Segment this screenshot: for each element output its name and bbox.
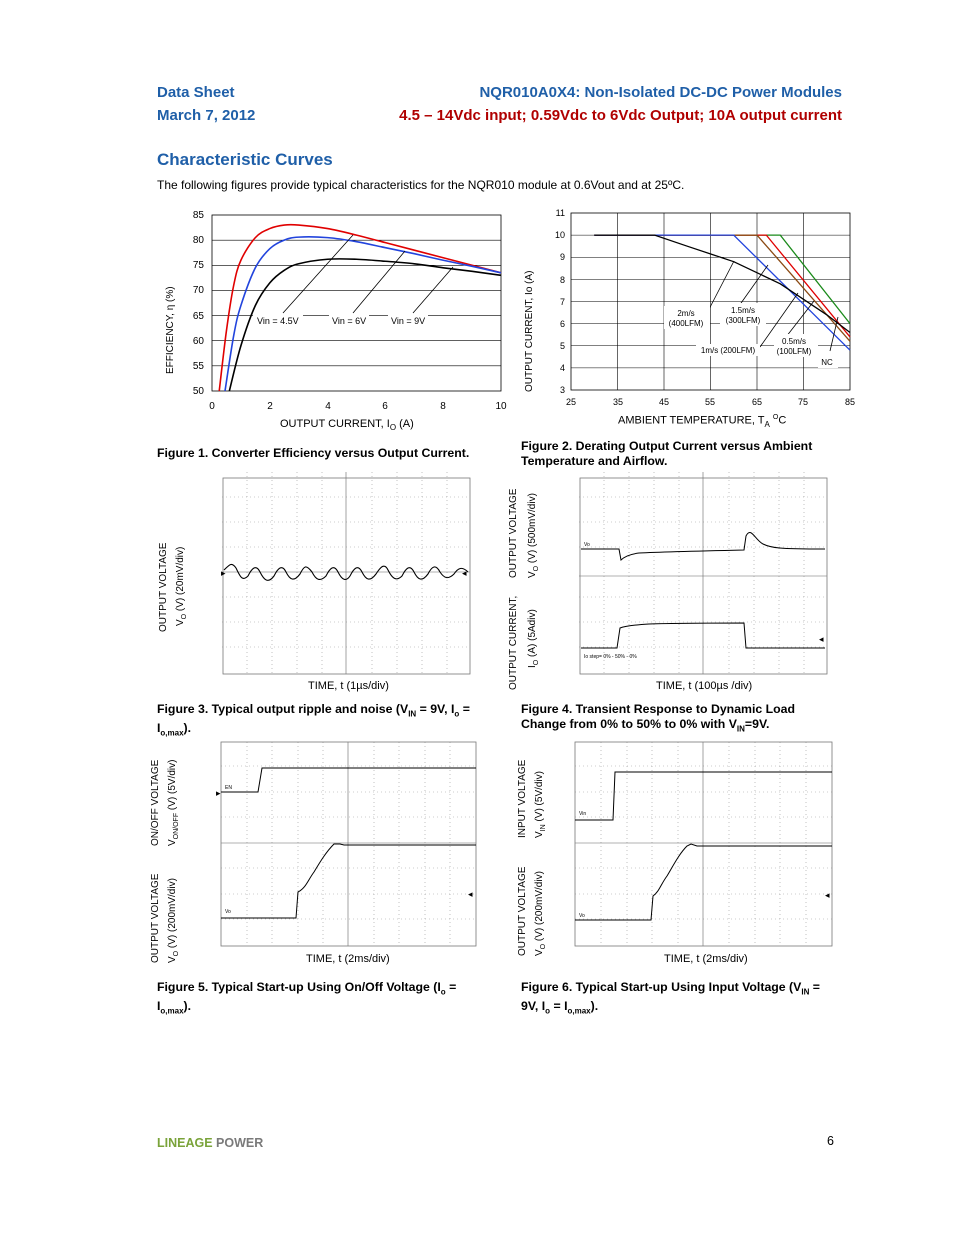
fig2-x-ticks <box>566 397 855 407</box>
fig1-xtick: 0 <box>209 401 215 412</box>
fig4-trace-io-label: Io step= 0% - 50% - 0% <box>584 654 637 660</box>
fig6-ylabel-bot-2: $V_O$ (V) (200mV/div) <box>534 871 547 956</box>
header-product-spec: 4.5 – 14Vdc input; 0.59Vdc to 6Vdc Output; 10A output current <box>399 107 842 124</box>
header-doc-type: Data Sheet <box>157 84 235 101</box>
fig1-ann-vin45: Vin = 4.5V <box>257 316 299 326</box>
fig3-scope-ripple <box>222 472 472 676</box>
fig1-xtick: 2 <box>267 401 273 412</box>
fig6-scope-vin <box>573 738 835 948</box>
fig4-trig-marker: ◂ <box>819 634 824 644</box>
fig5-trig-marker: ◂ <box>468 889 473 899</box>
fig2-ytick: 6 <box>559 319 565 329</box>
fig6-vo-trace <box>575 844 832 920</box>
header-date: March 7, 2012 <box>157 107 256 124</box>
fig2-xtick: 35 <box>612 397 624 407</box>
fig1-ytick: 75 <box>192 260 204 271</box>
fig1-y-ticks <box>193 210 205 397</box>
header-product-title: NQR010A0X4: Non-Isolated DC-DC Power Modules <box>479 84 842 101</box>
fig1-xtick: 6 <box>382 401 388 412</box>
fig1-xtick: 10 <box>495 401 507 412</box>
fig5-xlabel: TIME, t (2ms/div) <box>306 953 390 965</box>
fig2-ytick: 11 <box>555 208 565 218</box>
fig1-ann-vin6: Vin = 6V <box>332 316 367 326</box>
fig2-xtick: 55 <box>704 397 716 407</box>
fig5-vo-trace <box>221 844 476 918</box>
fig1-leader <box>283 235 353 313</box>
fig2-caption: Figure 2. Derating Output Current versus Ambient Temperature and Airflow. <box>521 439 813 468</box>
fig2-xtick: 65 <box>751 397 763 407</box>
fig2-ann-nc: NC <box>821 358 833 367</box>
fig5-ylabel-bot-1: OUTPUT VOLTAGE <box>150 873 161 963</box>
fig2-ytick: 4 <box>559 363 565 373</box>
fig3-ch-marker: ▸ <box>221 568 226 578</box>
fig2-xtick: 45 <box>658 397 670 407</box>
fig2-leader <box>786 301 814 337</box>
fig5-scope-grid <box>221 742 476 946</box>
fig1-xtick: 8 <box>440 401 446 412</box>
fig1-ytick: 55 <box>192 361 204 372</box>
fig4-scope-transient <box>579 472 829 676</box>
fig5-caption: Figure 5. Typical Start-up Using On/Off Voltage ($I_o$ = $I_{o,max}$). <box>157 980 457 1016</box>
fig2-ann-15ms: 1.5m/s <box>730 306 756 315</box>
fig2-ann-2ms-lfm: (400LFM) <box>668 319 704 328</box>
fig2-ylabel: OUTPUT CURRENT, Io (A) <box>524 270 535 392</box>
fig4-trace-vo-label: Vo <box>584 542 590 548</box>
fig2-series-line <box>594 235 850 350</box>
fig1-xlabel: OUTPUT CURRENT, $I_O$ (A) <box>280 418 414 433</box>
fig6-vin-trace <box>575 772 832 820</box>
fig5-en-trace <box>221 768 476 792</box>
fig2-xlabel: AMBIENT TEMPERATURE, $T_A$ $^O$C <box>618 414 787 429</box>
fig3-ylabel-2: $V_O$ (V) (20mV/div) <box>175 546 188 626</box>
fig4-ylabel-top-2: $V_O$ (V) (500mV/div) <box>527 493 540 578</box>
fig5-trace-vo-label: Vo <box>225 909 231 915</box>
fig2-y-ticks <box>555 208 565 395</box>
fig2-xtick: 85 <box>844 397 856 407</box>
fig6-ylabel-top-1: INPUT VOLTAGE <box>517 759 528 838</box>
fig2-grid <box>571 213 850 390</box>
fig1-x-ticks <box>209 401 507 412</box>
fig3-caption: Figure 3. Typical output ripple and noise ($V_{IN} = 9V$, $I_o$ = $I_{o,max}$). <box>157 702 470 738</box>
fig1-ytick: 65 <box>192 311 204 322</box>
fig1-xtick: 4 <box>325 401 331 412</box>
fig4-xlabel: TIME, t (100µs /div) <box>656 680 753 692</box>
fig2-ytick: 7 <box>559 297 565 307</box>
fig3-trig-marker: ◂ <box>462 568 467 578</box>
fig1-ylabel: EFFICIENCY, η (%) <box>165 286 176 374</box>
fig6-scope-grid <box>575 742 832 946</box>
fig2-derating-chart <box>548 205 868 410</box>
fig2-ytick: 3 <box>559 385 565 395</box>
footer-brand: LINEAGE POWER <box>157 1136 264 1150</box>
fig6-ylabel-bot-1: OUTPUT VOLTAGE <box>517 866 528 956</box>
fig1-ytick: 60 <box>192 336 204 347</box>
fig3-scope-frame <box>223 478 470 674</box>
fig2-xtick: 75 <box>797 397 809 407</box>
fig6-xlabel: TIME, t (2ms/div) <box>664 953 748 965</box>
fig1-leader <box>413 267 453 313</box>
fig2-xtick: 25 <box>565 397 577 407</box>
fig6-trig-marker: ◂ <box>825 890 830 900</box>
fig2-ann-15ms-lfm: (300LFM) <box>725 316 761 325</box>
fig1-ytick: 80 <box>192 235 204 246</box>
fig3-xlabel: TIME, t (1µs/div) <box>308 680 389 692</box>
fig3-ylabel-1: OUTPUT VOLTAGE <box>158 542 169 632</box>
intro-text: The following figures provide typical characteristics for the NQR010 module at 0.6Vout and at 25ºC. <box>157 178 685 192</box>
fig4-ylabel-bot-2: $I_O$ (A) (5Adiv) <box>527 609 540 668</box>
fig6-caption: Figure 6. Typical Start-up Using Input Voltage ($V_{IN}$ = 9V, $I_o = I_{o,max}$). <box>521 980 820 1016</box>
fig2-ann-05ms-lfm: (100LFM) <box>776 347 812 356</box>
fig1-efficiency-chart <box>185 205 515 415</box>
fig6-scope-frame <box>575 742 832 946</box>
fig1-ytick: 85 <box>192 210 204 221</box>
page-number: 6 <box>827 1134 834 1148</box>
fig4-caption: Figure 4. Transient Response to Dynamic Load Change from 0% to 50% to 0% with $V_{IN}=9V$. <box>521 702 796 734</box>
fig6-trace-vo-label: Vo <box>579 913 585 919</box>
fig4-ylabel-bot-1: OUTPUT CURRENT, <box>508 595 519 690</box>
fig5-scope-frame <box>221 742 476 946</box>
fig5-ylabel-bot-2: $V_O$ (V) (200mV/div) <box>167 878 180 963</box>
fig2-ytick: 10 <box>554 230 565 240</box>
fig6-trace-vin-label: Vin <box>579 811 587 817</box>
fig1-ann-vin9: Vin = 9V <box>391 316 426 326</box>
fig2-ytick: 8 <box>559 275 565 285</box>
fig5-trace-en-label: EN <box>225 785 232 791</box>
fig5-scope-onoff <box>218 738 478 948</box>
fig1-ytick: 70 <box>192 285 204 296</box>
section-title: Characteristic Curves <box>157 150 333 169</box>
fig2-ytick: 5 <box>559 341 565 351</box>
fig2-series <box>594 235 850 350</box>
fig2-ann-1ms: 1m/s (200LFM) <box>700 346 756 355</box>
fig1-ytick: 50 <box>192 386 204 397</box>
fig2-ytick: 9 <box>559 252 565 262</box>
fig5-ch-marker: ▸ <box>216 788 221 798</box>
fig2-ann-05ms: 0.5m/s <box>781 337 807 346</box>
fig1-caption: Figure 1. Converter Efficiency versus Output Current. <box>157 446 470 460</box>
fig5-ylabel-top-2: $V_{ON/OFF}$ (V) (5V/div) <box>167 759 180 846</box>
fig4-ylabel-top-1: OUTPUT VOLTAGE <box>508 488 519 578</box>
fig2-ann-2ms: 2m/s <box>677 309 695 318</box>
fig5-ylabel-top-1: ON/OFF VOLTAGE <box>150 759 161 846</box>
fig6-ylabel-top-2: $V_{IN}$ (V) (5V/div) <box>534 770 547 838</box>
